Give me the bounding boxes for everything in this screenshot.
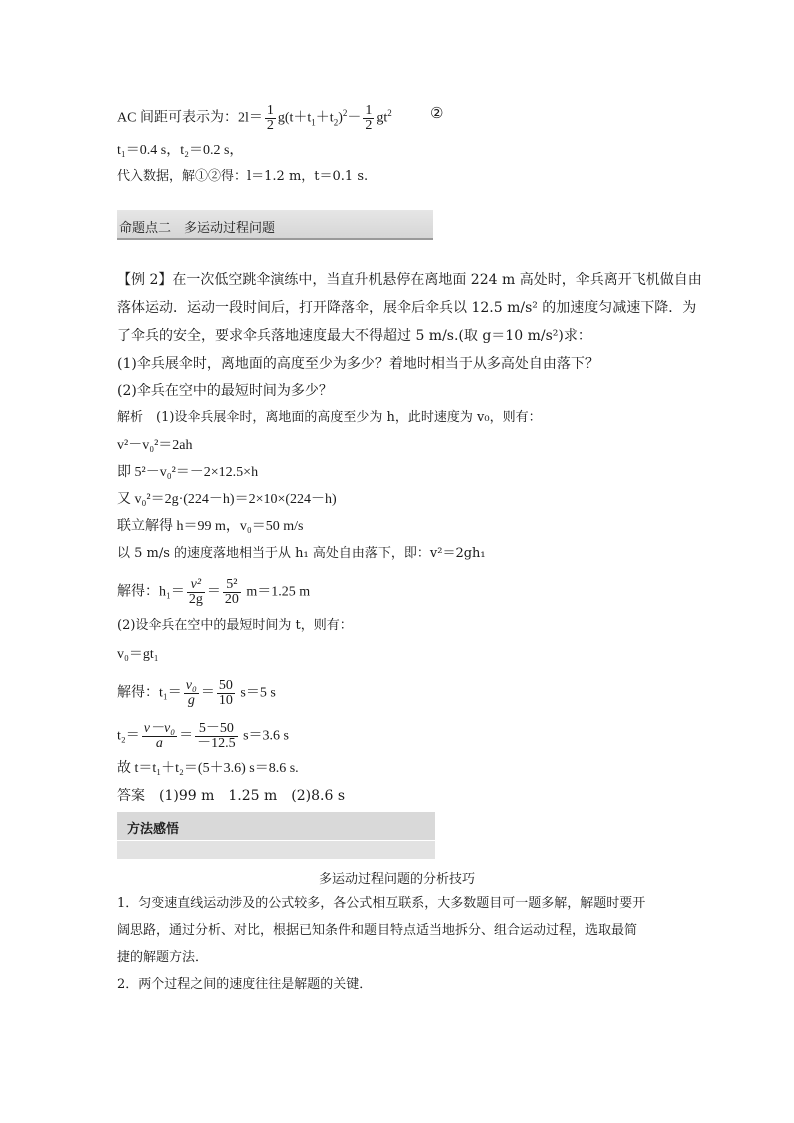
fraction: $\frac{1}{2}$ xyxy=(365,103,373,133)
equation-7: v₀＝gt₁ xyxy=(117,647,159,662)
method-box-title: 方法感悟 xyxy=(127,822,180,837)
fraction: $\frac{\text{v₀}}{g}$ xyxy=(185,678,197,708)
formula-part: － xyxy=(347,110,362,126)
eq-suffix: s＝5 s xyxy=(240,685,276,701)
equation-1: v²－v₀²＝2ah xyxy=(117,438,193,453)
formula-part: ＋t xyxy=(315,110,334,126)
fraction: $\frac{5-50}{-12.5}$ xyxy=(197,721,236,751)
equation-3: 又 v₀²＝2g·(224－h)＝2×10×(224－h) xyxy=(117,492,337,507)
method-paragraph-1-line-3: 捷的解题方法． xyxy=(117,950,209,965)
example-line-3: 了伞兵的安全，要求伞兵落地速度最大不得超过 5 m/s.(取 g＝10 m/s²)求： xyxy=(117,328,592,344)
t-values: t₁＝0.4 s，t₂＝0.2 s， xyxy=(117,143,244,158)
method-box-header xyxy=(117,812,435,841)
formula-part: 2l＝ xyxy=(237,110,263,126)
eq-suffix: s＝3.6 s xyxy=(243,728,289,744)
example-tag: 【例 2】 xyxy=(117,272,173,288)
method-box xyxy=(117,812,435,859)
solve-result: 代入数据，解①②得：l＝1.2 m，t＝0.1 s. xyxy=(117,169,369,184)
question-2: (2)伞兵在空中的最短时间为多少？ xyxy=(117,383,333,399)
ac-prefix: AC 间距可表示为： xyxy=(117,110,238,126)
equation-4: 联立解得 h＝99 m，v₀＝50 m/s xyxy=(117,519,304,534)
eq-prefix: 解得：t₁＝ xyxy=(117,685,182,701)
equation-10: 故 t＝t₁＋t₂＝(5＋3.6) s＝8.6 s. xyxy=(117,761,299,776)
method-paragraph-1-line-2: 阔思路，通过分析、对比，根据已知条件和题目特点适当地拆分、组合运动过程，选取最简 xyxy=(117,923,638,938)
section-header xyxy=(117,210,433,240)
formula-part: g(t＋t xyxy=(277,110,312,126)
method-title: 多运动过程问题的分析技巧 xyxy=(318,872,475,887)
question-1: (1)伞兵展伞时，离地面的高度至少为多少？着地时相当于从多高处自由落下？ xyxy=(117,356,599,372)
method-paragraph-2: 2．两个过程之间的速度往往是解题的关键． xyxy=(117,977,373,992)
formula-part: gt xyxy=(376,110,388,126)
formula-part: ) xyxy=(338,110,343,126)
equation-5: 以 5 m/s 的速度落地相当于从 h₁ 高处自由落下，即：v²＝2gh₁ xyxy=(117,546,486,561)
ac-distance-formula: AC 间距可表示为：2l＝ $\frac{1}{2}$ $g(t+t_1+t_2)^2-$ $\frac{1}{2}$ $gt^2$ xyxy=(117,103,392,133)
equation-number: ② xyxy=(430,104,444,122)
eq-suffix: m＝1.25 m xyxy=(246,584,311,600)
equation-8: 解得：t₁＝ $\frac{\text{v₀}}{g}$ ＝ $\frac{50}{10}$ s＝5 s xyxy=(117,678,276,708)
fraction: $\frac{\text{v－v₀}}{a}$ xyxy=(143,721,176,751)
solution-intro: 解析 (1)设伞兵展伞时，离地面的高度至少为 h，此时速度为 v₀，则有： xyxy=(117,410,542,425)
answer: 答案 (1)99 m 1.25 m (2)8.6 s xyxy=(117,788,345,804)
example-line-2: 落体运动．运动一段时间后，打开降落伞，展伞后伞兵以 12.5 m/s² 的加速度匀减速下降．为 xyxy=(117,300,697,316)
fraction: $\frac{1}{2}$ xyxy=(266,103,274,133)
fraction: $\frac{\text{v²}}{2g}$ xyxy=(188,577,203,607)
equation-2: 即 5²－v₀²＝－2×12.5×h xyxy=(117,465,259,480)
equation-9: t₂＝ $\frac{\text{v－v₀}}{a}$ ＝ $\frac{5-50}{-12.5}$ s＝3.6 s xyxy=(117,721,289,751)
eq-prefix: t₂＝ xyxy=(117,728,140,744)
section-title: 命题点二 多运动过程问题 xyxy=(119,221,276,236)
eq-prefix: 解得：h₁＝ xyxy=(117,584,185,600)
method-paragraph-1-line-1: 1．匀变速直线运动涉及的公式较多，各公式相互联系，大多数题目可一题多解，解题时要开 xyxy=(117,896,646,911)
part-2-intro: (2)设伞兵在空中的最短时间为 t，则有： xyxy=(117,618,353,633)
example-line-1 xyxy=(117,271,702,289)
fraction: $\frac{\text{5²}}{20}$ xyxy=(224,577,239,607)
fraction: $\frac{50}{10}$ xyxy=(218,678,233,708)
example-text: 在一次低空跳伞演练中，当直升机悬停在离地面 224 m 高处时，伞兵离开飞机做自由 xyxy=(172,272,702,288)
equation-6: 解得：h₁＝ $\frac{\text{v²}}{2g}$ ＝ $\frac{\text{5²}}{20}$ m＝1.25 m xyxy=(117,577,311,607)
